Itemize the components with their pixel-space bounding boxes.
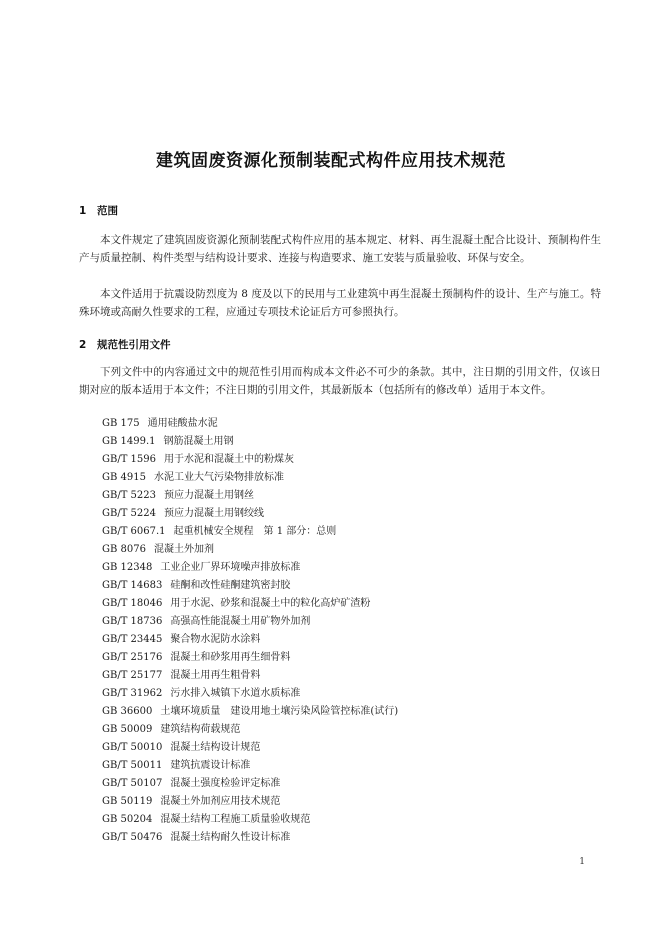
reference-item [102,523,398,541]
reference-item [102,829,398,847]
reference-item [102,559,398,577]
reference-title: 混凝土用再生粗骨料 [170,670,261,681]
reference-code: GB/T 6067.1 [102,526,166,537]
reference-title: 高强高性能混凝土用矿物外加剂 [170,616,311,627]
reference-item [102,505,398,523]
reference-title: 通用硅酸盐水泥 [147,418,218,429]
reference-code: GB/T 50107 [102,778,163,789]
scope-paragraph-2: 本文件适用于抗震设防烈度为 8 度及以下的民用与工业建筑中再生混凝土预制构件的设计、生产与施工。特殊环境或高耐久性要求的工程，应通过专项技术论证后方可参照执行。 [79,288,601,318]
reference-code: GB 50204 [102,814,153,825]
reference-title: 用于水泥、砂浆和混凝土中的粒化高炉矿渣粉 [170,598,371,609]
reference-code: GB/T 31962 [102,688,163,699]
reference-item [102,757,398,775]
reference-code: GB/T 50011 [102,760,163,771]
section-heading-normative-references [79,337,171,352]
reference-item [102,613,398,631]
reference-item [102,721,398,739]
page-number: 1 [579,857,585,867]
section-number: 2 [79,339,87,351]
reference-item [102,703,398,721]
reference-code: GB/T 5224 [102,508,157,519]
reference-item [102,685,398,703]
reference-title: 钢筋混凝土用钢 [163,436,234,447]
reference-title: 土壤环境质量 建设用地土壤污染风险管控标准(试行) [160,706,399,717]
reference-item [102,595,398,613]
reference-title: 聚合物水泥防水涂料 [170,634,261,645]
reference-item [102,451,398,469]
reference-code: GB/T 5223 [102,490,157,501]
reference-code: GB 50119 [102,796,153,807]
reference-code: GB/T 18046 [102,598,163,609]
reference-item [102,541,398,559]
reference-title: 混凝土外加剂 [153,544,214,555]
reference-title: 混凝土结构设计规范 [170,742,261,753]
reference-item [102,775,398,793]
reference-code: GB/T 1596 [102,454,157,465]
reference-code: GB/T 18736 [102,616,163,627]
reference-code: GB/T 14683 [102,580,163,591]
reference-item [102,577,398,595]
section-title: 规范性引用文件 [97,339,171,351]
reference-title: 混凝土外加剂应用技术规范 [160,796,281,807]
reference-code: GB/T 50476 [102,832,163,843]
reference-code: GB 4915 [102,472,146,483]
reference-title: 混凝土强度检验评定标准 [170,778,281,789]
reference-title: 用于水泥和混凝土中的粉煤灰 [164,454,295,465]
reference-title: 建筑结构荷载规范 [160,724,241,735]
reference-item [102,433,398,451]
reference-item [102,649,398,667]
reference-code: GB 8076 [102,544,146,555]
reference-title: 硅酮和改性硅酮建筑密封胶 [170,580,291,591]
scope-paragraph-1: 本文件规定了建筑固废资源化预制装配式构件应用的基本规定、材料、再生混凝土配合比设计、预制构件生产与质量控制、构件类型与结构设计要求、连接与构造要求、施工安装与质量验收、环保与安全。 [79,234,601,264]
reference-item [102,631,398,649]
reference-item [102,415,398,433]
reference-item [102,739,398,757]
reference-list [102,415,398,847]
reference-title: 混凝土结构工程施工质量验收规范 [160,814,311,825]
reference-code: GB/T 23445 [102,634,163,645]
reference-code: GB 12348 [102,562,153,573]
reference-item [102,487,398,505]
reference-title: 预应力混凝土用钢丝 [164,490,255,501]
reference-code: GB/T 25177 [102,670,163,681]
reference-code: GB 175 [102,418,140,429]
reference-item [102,469,398,487]
reference-title: 预应力混凝土用钢绞线 [164,508,265,519]
reference-title: 起重机械安全规程 第 1 部分：总则 [173,526,337,537]
reference-title: 混凝土结构耐久性设计标准 [170,832,291,843]
reference-title: 建筑抗震设计标准 [170,760,251,771]
reference-code: GB 36600 [102,706,153,717]
reference-title: 污水排入城镇下水道水质标准 [170,688,301,699]
reference-code: GB/T 25176 [102,652,163,663]
reference-item [102,667,398,685]
reference-code: GB/T 50010 [102,742,163,753]
references-intro-paragraph: 下列文件中的内容通过文中的规范性引用而构成本文件必不可少的条款。其中，注日期的引用文件，仅该日期对应的版本适用于本文件；不注日期的引用文件，其最新版本（包括所有的修改单）适用于本文件。 [79,366,601,396]
reference-item [102,811,398,829]
reference-code: GB 1499.1 [102,436,156,447]
section-heading-scope [79,203,118,218]
section-number: 1 [79,205,87,217]
reference-item [102,793,398,811]
reference-title: 水泥工业大气污染物排放标准 [153,472,284,483]
reference-title: 工业企业厂界环境噪声排放标准 [160,562,301,573]
section-title: 范围 [97,205,118,217]
document-title: 建筑固废资源化预制装配式构件应用技术规范 [156,151,506,171]
reference-code: GB 50009 [102,724,153,735]
reference-title: 混凝土和砂浆用再生细骨料 [170,652,291,663]
